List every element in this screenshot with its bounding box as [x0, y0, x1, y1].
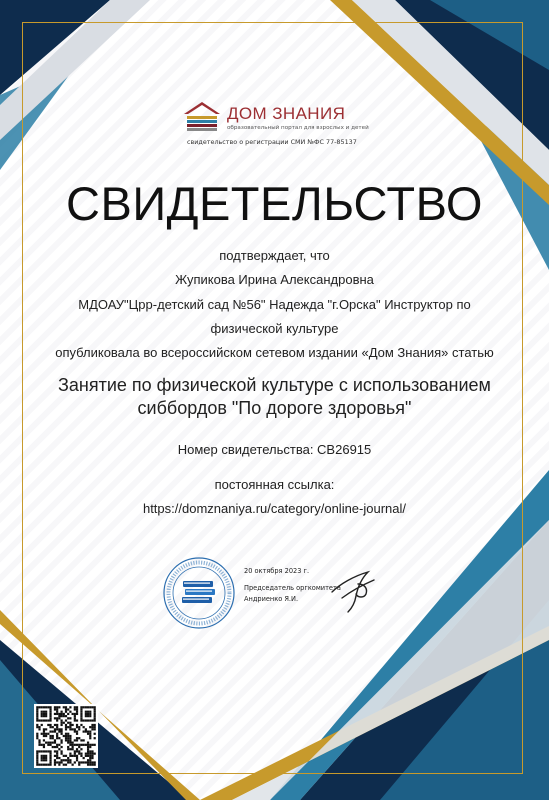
house-logo-icon: [181, 100, 223, 134]
signature-mark: [328, 562, 378, 614]
books-seal-icon: [162, 556, 236, 630]
published-text: опубликовала во всероссийском сетевом издании «Дом Знания» статью: [55, 345, 494, 360]
logo-tagline: образовательный портал для взрослых и детей: [227, 125, 369, 131]
certificate-title: СВИДЕТЕЛЬСТВО: [66, 177, 483, 230]
work-title-line-1: Занятие по физической культуре с использованием: [58, 375, 491, 395]
permanent-link[interactable]: https://domznaniya.ru/category/online-journal/: [142, 501, 407, 516]
logo-title: ДОМ ЗНАНИЯ: [227, 104, 346, 123]
logo: [181, 100, 381, 152]
organization-line-2: физической культуре: [210, 321, 339, 336]
signature-name: Андриенко Я.И.: [244, 595, 299, 603]
confirms-text: подтверждает, что: [219, 248, 330, 263]
link-label: постоянная ссылка:: [214, 477, 335, 492]
signature-role: Председатель оргкомитета: [244, 584, 341, 592]
qr-code: [34, 704, 98, 768]
certificate-number: Номер свидетельства: СВ26915: [177, 442, 372, 457]
organization-line-1: МДОАУ"Црр-детский сад №56" Надежда "г.Орска" Инструктор по: [78, 297, 471, 312]
registration-text: свидетельство о регистрации СМИ №ФС 77-85137: [187, 138, 357, 146]
work-title: [40, 374, 509, 420]
work-title-line-2: сиббордов "По дороге здоровья": [137, 398, 412, 418]
person-name: Жупикова Ирина Александровна: [175, 272, 374, 287]
signature-date: 20 октября 2023 г.: [244, 567, 310, 575]
